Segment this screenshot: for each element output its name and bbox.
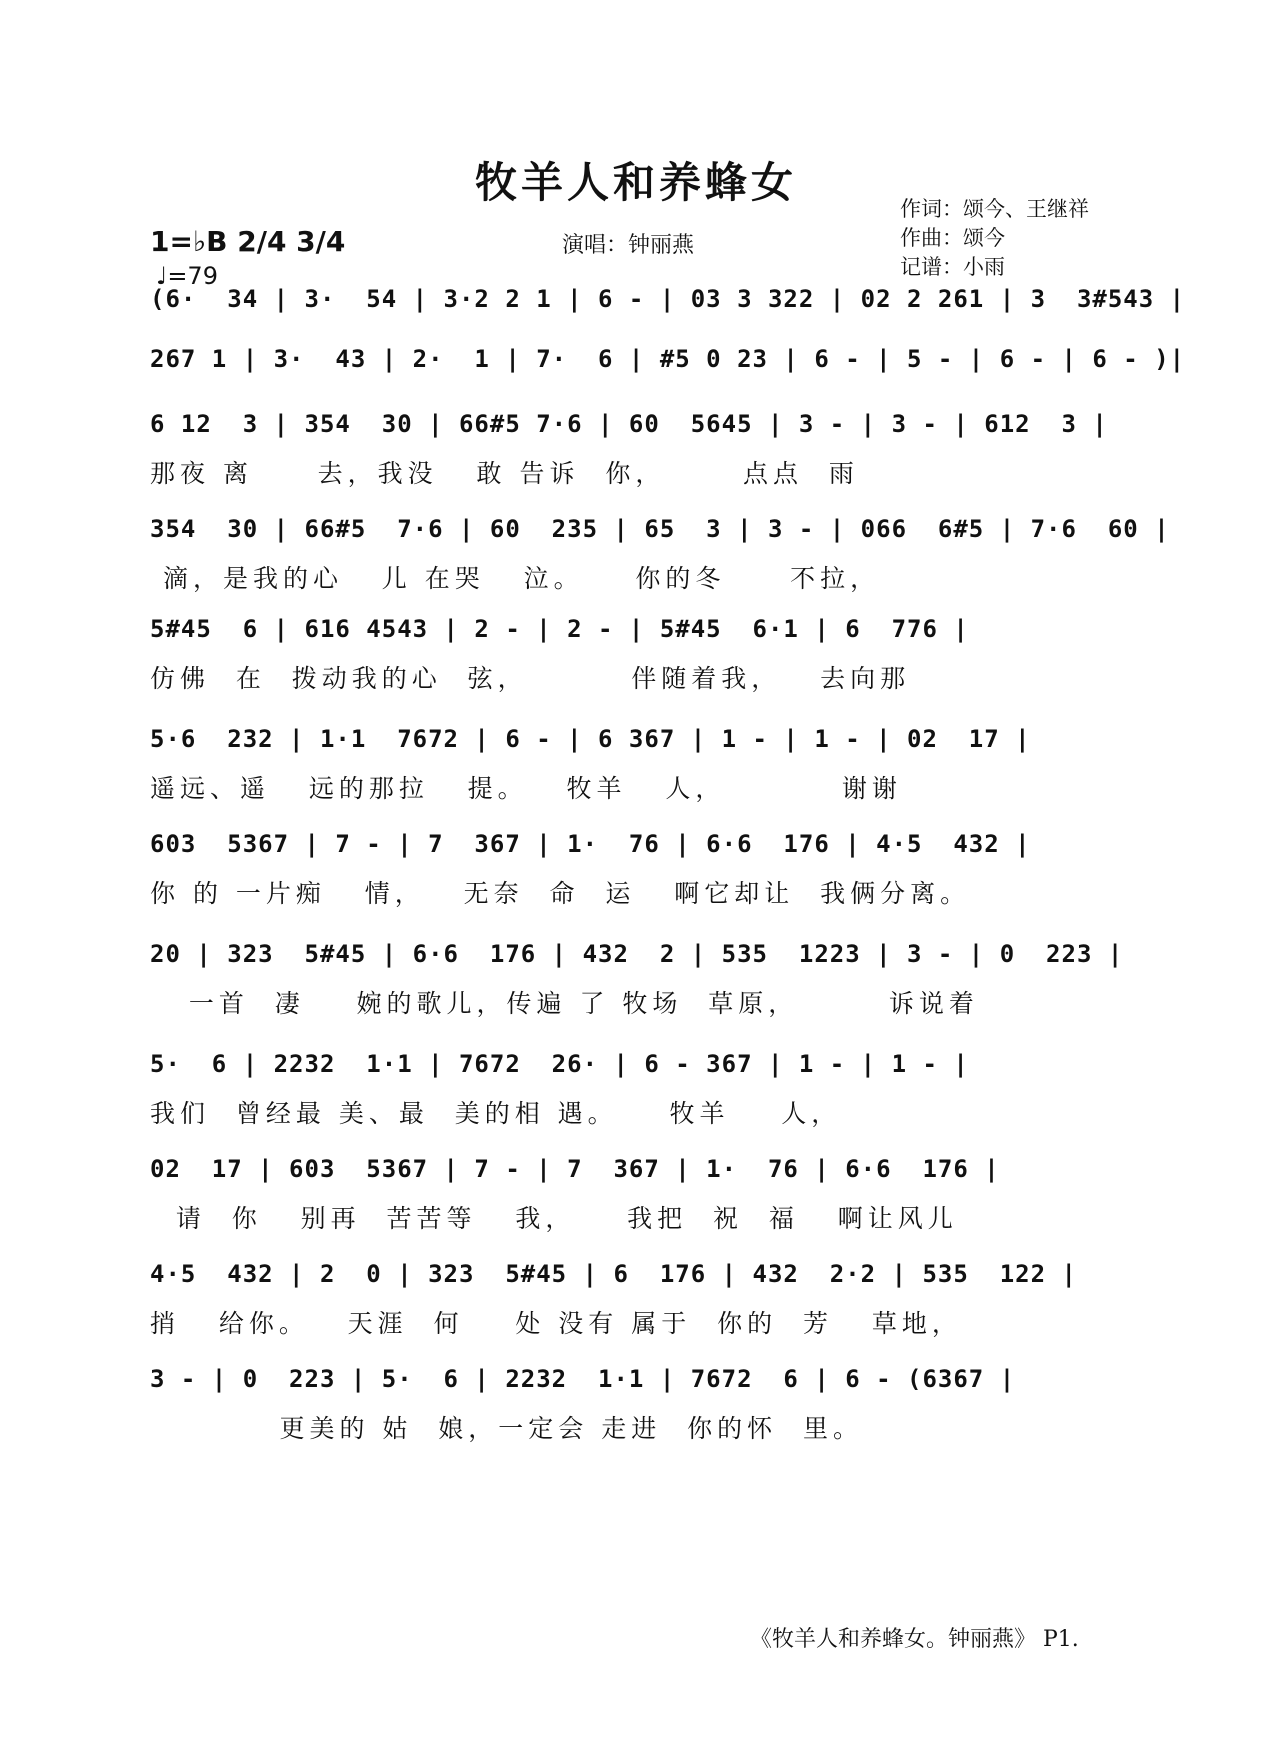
notation-line: 603 5367 | 7 - | 7 367 | 1· 76 | 6·6 176 | 4·5 432 | bbox=[150, 830, 1031, 858]
notation-line: 354 30 | 66#5 7·6 | 60 235 | 65 3 | 3 - | 066 6#5 | 7·6 60 | bbox=[150, 515, 1170, 543]
page-footer: 《牧羊人和养蜂女。钟丽燕》 P1. bbox=[750, 1627, 1079, 1652]
lyrics-line: 一首 凄 婉的歌儿，传遍 了 牧场 草原， 诉说着 bbox=[150, 989, 979, 1018]
credits-block bbox=[900, 195, 1089, 282]
notation-line: 4·5 432 | 2 0 | 323 5#45 | 6 176 | 432 2·2 | 535 122 | bbox=[150, 1260, 1077, 1288]
lyrics-line: 那夜 离 去，我没 敢 告诉 你， 点点 雨 bbox=[150, 459, 859, 488]
lyrics-line: 我们 曾经最 美、最 美的相 遇。 牧羊 人， bbox=[150, 1099, 842, 1128]
notation-line: (6· 34 | 3· 54 | 3·2 2 1 | 6 - | 03 3 322 | 02 2 261 | 3 3#543 | bbox=[150, 285, 1186, 313]
lyrics-line: 滴，是我的心 儿 在哭 泣。 你的冬 不拉， bbox=[150, 564, 881, 593]
lyrics-line: 更美的 姑 娘，一定会 走进 你的怀 里。 bbox=[150, 1414, 864, 1443]
notation-line: 02 17 | 603 5367 | 7 - | 7 367 | 1· 76 | 6·6 176 | bbox=[150, 1155, 1000, 1183]
lyrics-line: 请 你 别再 苦苦等 我， 我把 祝 福 啊让风儿 bbox=[150, 1204, 958, 1233]
key-signature: 1=♭B 2/4 3/4 bbox=[150, 225, 346, 258]
lyrics-line: 你 的 一片痴 情， 无奈 命 运 啊它却让 我俩分离。 bbox=[150, 879, 971, 908]
notation-line: 5#45 6 | 616 4543 | 2 - | 2 - | 5#45 6·1 | 6 776 | bbox=[150, 615, 969, 643]
lyrics-line: 遥远、遥 远的那拉 提。 牧羊 人， 谢谢 bbox=[150, 774, 902, 803]
lyrics-line: 仿佛 在 拨动我的心 弦， 伴随着我， 去向那 bbox=[150, 664, 911, 693]
tempo-marking: ♩=79 bbox=[156, 262, 218, 290]
composer-credit: 作曲：颂今 bbox=[900, 226, 1005, 250]
notation-line: 20 | 323 5#45 | 6·6 176 | 432 2 | 535 1223 | 3 - | 0 223 | bbox=[150, 940, 1124, 968]
notation-line: 3 - | 0 223 | 5· 6 | 2232 1·1 | 7672 6 | 6 - (6367 | bbox=[150, 1365, 1016, 1393]
transcriber-credit: 记谱：小雨 bbox=[900, 255, 1005, 279]
lyricist-credit: 作词：颂今、王继祥 bbox=[900, 197, 1089, 221]
singer-credit: 演唱：钟丽燕 bbox=[562, 233, 695, 258]
notation-line: 5· 6 | 2232 1·1 | 7672 26· | 6 - 367 | 1 - | 1 - | bbox=[150, 1050, 969, 1078]
lyrics-line: 捎 给你。 天涯 何 处 没有 属于 你的 芳 草地， bbox=[150, 1309, 962, 1338]
song-title: 牧羊人和养蜂女 bbox=[474, 158, 797, 207]
notation-line: 5·6 232 | 1·1 7672 | 6 - | 6 367 | 1 - | 1 - | 02 17 | bbox=[150, 725, 1031, 753]
notation-line: 267 1 | 3· 43 | 2· 1 | 7· 6 | #5 0 23 | 6 - | 5 - | 6 - | 6 - )| bbox=[150, 345, 1186, 373]
notation-line: 6 12 3 | 354 30 | 66#5 7·6 | 60 5645 | 3 - | 3 - | 612 3 | bbox=[150, 410, 1108, 438]
